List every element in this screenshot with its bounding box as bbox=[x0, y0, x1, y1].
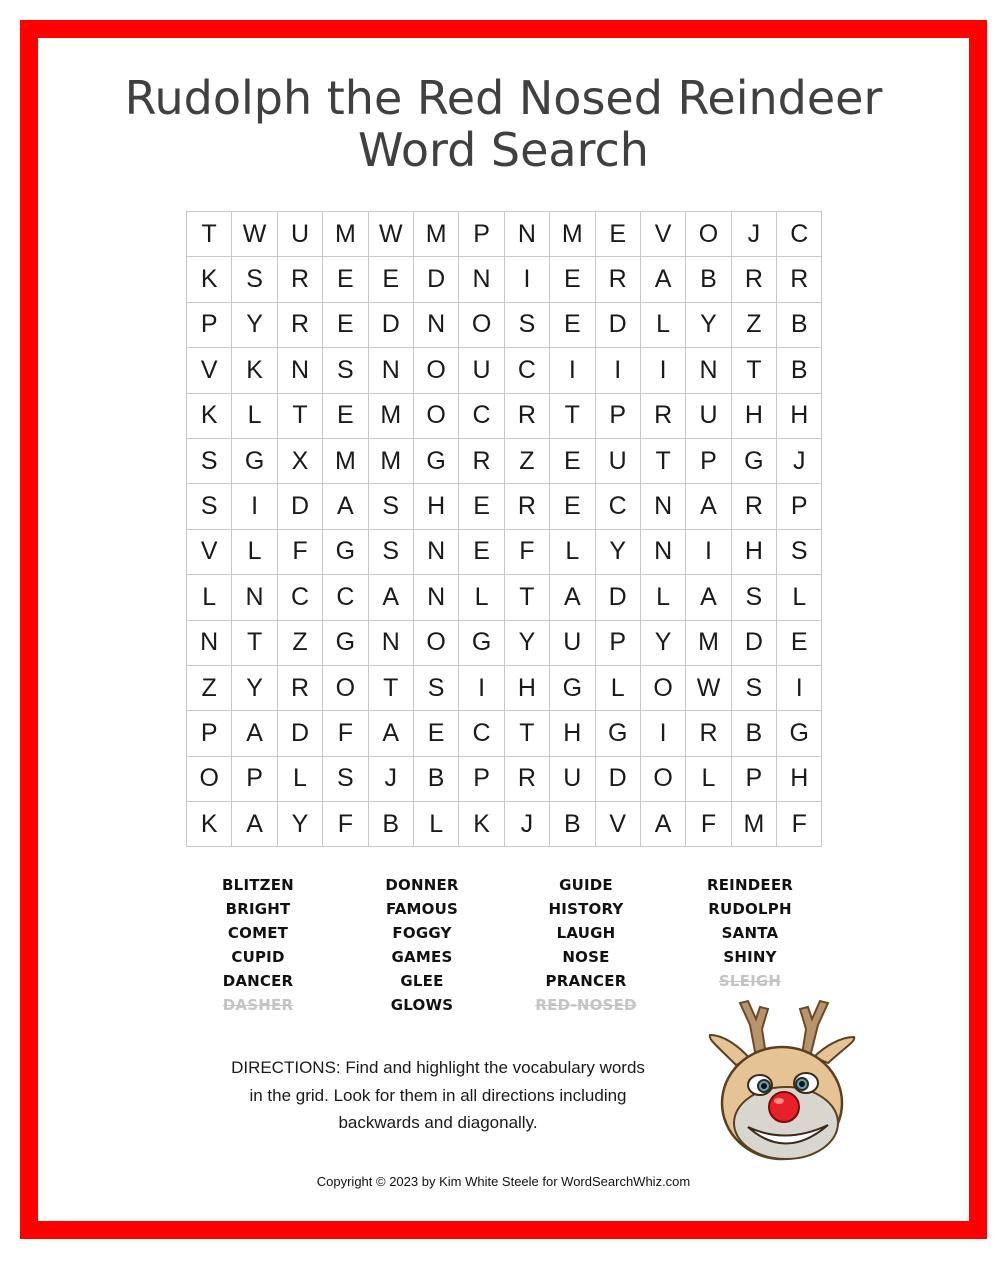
word-item: NOSE bbox=[562, 948, 610, 966]
grid-cell[interactable]: L bbox=[413, 802, 458, 847]
grid-cell[interactable]: E bbox=[550, 438, 595, 483]
grid-cell[interactable]: V bbox=[640, 212, 685, 257]
grid-cell[interactable]: N bbox=[504, 212, 549, 257]
grid-cell[interactable]: R bbox=[731, 257, 776, 302]
grid-cell[interactable]: S bbox=[368, 529, 413, 574]
grid-cell[interactable]: G bbox=[459, 620, 504, 665]
grid-cell[interactable]: T bbox=[504, 575, 549, 620]
grid-cell[interactable]: N bbox=[413, 302, 458, 347]
grid-cell[interactable]: Y bbox=[640, 620, 685, 665]
directions-line: DIRECTIONS: Find and highlight the vocabulary words bbox=[231, 1058, 645, 1077]
grid-cell[interactable]: B bbox=[413, 756, 458, 801]
grid-cell[interactable]: L bbox=[232, 529, 277, 574]
word-item: BLITZEN bbox=[222, 876, 294, 894]
grid-cell[interactable]: B bbox=[777, 348, 822, 393]
grid-cell[interactable]: A bbox=[686, 484, 731, 529]
grid-cell[interactable]: E bbox=[550, 302, 595, 347]
grid-cell[interactable]: A bbox=[232, 711, 277, 756]
grid-cell[interactable]: C bbox=[277, 575, 322, 620]
grid-cell[interactable]: P bbox=[777, 484, 822, 529]
grid-cell[interactable]: C bbox=[504, 348, 549, 393]
word-column bbox=[176, 873, 340, 1017]
grid-cell[interactable]: M bbox=[550, 212, 595, 257]
grid-cell[interactable]: T bbox=[731, 348, 776, 393]
grid-cell[interactable]: N bbox=[187, 620, 232, 665]
word-item: SHINY bbox=[723, 948, 777, 966]
copyright-text: Copyright © 2023 by Kim White Steele for WordSearchWhiz.com bbox=[316, 1174, 691, 1189]
grid-cell[interactable]: G bbox=[595, 711, 640, 756]
grid-cell[interactable]: B bbox=[686, 257, 731, 302]
grid-cell[interactable]: I bbox=[459, 665, 504, 710]
grid-cell[interactable]: L bbox=[640, 302, 685, 347]
grid-cell[interactable]: W bbox=[232, 212, 277, 257]
grid-cell[interactable]: M bbox=[413, 212, 458, 257]
grid-cell[interactable]: O bbox=[323, 665, 368, 710]
grid-cell[interactable]: A bbox=[686, 575, 731, 620]
grid-cell[interactable]: P bbox=[595, 393, 640, 438]
grid-cell[interactable]: E bbox=[595, 212, 640, 257]
grid-cell[interactable]: B bbox=[777, 302, 822, 347]
word-item: RED-NOSED bbox=[535, 996, 637, 1014]
word-item: DASHER bbox=[222, 996, 294, 1014]
grid-cell[interactable]: F bbox=[277, 529, 322, 574]
grid-cell[interactable]: A bbox=[232, 802, 277, 847]
grid-cell[interactable]: Y bbox=[504, 620, 549, 665]
grid-cell[interactable]: O bbox=[413, 393, 458, 438]
grid-cell[interactable]: W bbox=[686, 665, 731, 710]
word-item: PRANCER bbox=[545, 972, 627, 990]
grid-cell[interactable]: F bbox=[686, 802, 731, 847]
word-item: FAMOUS bbox=[386, 900, 458, 918]
directions-line: backwards and diagonally. bbox=[338, 1113, 538, 1132]
grid-cell[interactable]: S bbox=[323, 756, 368, 801]
grid-cell[interactable]: I bbox=[595, 348, 640, 393]
grid-cell[interactable]: I bbox=[504, 257, 549, 302]
grid-cell[interactable]: Y bbox=[277, 802, 322, 847]
grid-row bbox=[187, 302, 822, 347]
title-line-1: Rudolph the Red Nosed Reindeer bbox=[124, 71, 883, 125]
grid-cell[interactable]: E bbox=[459, 529, 504, 574]
letter-grid bbox=[186, 211, 822, 847]
grid-cell[interactable]: P bbox=[459, 212, 504, 257]
grid-cell[interactable]: L bbox=[640, 575, 685, 620]
grid-cell[interactable]: H bbox=[777, 393, 822, 438]
word-item: COMET bbox=[227, 924, 289, 942]
grid-cell[interactable]: G bbox=[731, 438, 776, 483]
grid-cell[interactable]: S bbox=[731, 665, 776, 710]
grid-cell[interactable]: D bbox=[277, 484, 322, 529]
word-item: FOGGY bbox=[392, 924, 452, 942]
grid-cell[interactable]: G bbox=[413, 438, 458, 483]
grid-cell[interactable]: E bbox=[777, 620, 822, 665]
grid-cell[interactable]: S bbox=[777, 529, 822, 574]
grid-cell[interactable]: S bbox=[368, 484, 413, 529]
grid-cell[interactable]: F bbox=[504, 529, 549, 574]
directions-line: in the grid. Look for them in all directions including bbox=[249, 1085, 627, 1105]
grid-cell[interactable]: H bbox=[777, 756, 822, 801]
grid-cell[interactable]: M bbox=[368, 393, 413, 438]
grid-cell[interactable]: E bbox=[323, 257, 368, 302]
grid-row bbox=[187, 257, 822, 302]
grid-cell[interactable]: Z bbox=[504, 438, 549, 483]
grid-cell[interactable]: U bbox=[277, 212, 322, 257]
word-item: GLEE bbox=[400, 972, 444, 990]
grid-cell[interactable]: O bbox=[640, 756, 685, 801]
grid-cell[interactable]: N bbox=[413, 529, 458, 574]
word-item: CUPID bbox=[231, 948, 285, 966]
grid-cell[interactable]: R bbox=[504, 393, 549, 438]
grid-cell[interactable]: S bbox=[504, 302, 549, 347]
grid-cell[interactable]: G bbox=[232, 438, 277, 483]
grid-cell[interactable]: O bbox=[413, 348, 458, 393]
grid-cell[interactable]: K bbox=[459, 802, 504, 847]
word-item: GUIDE bbox=[559, 876, 613, 894]
grid-cell[interactable]: P bbox=[232, 756, 277, 801]
grid-cell[interactable]: J bbox=[504, 802, 549, 847]
grid-cell[interactable]: V bbox=[187, 529, 232, 574]
word-item: HISTORY bbox=[548, 900, 624, 918]
grid-cell[interactable]: K bbox=[187, 802, 232, 847]
grid-cell[interactable]: A bbox=[368, 711, 413, 756]
grid-cell[interactable]: S bbox=[187, 438, 232, 483]
grid-cell[interactable]: T bbox=[277, 393, 322, 438]
grid-cell[interactable]: R bbox=[277, 665, 322, 710]
grid-cell[interactable]: I bbox=[640, 348, 685, 393]
grid-cell[interactable]: L bbox=[550, 529, 595, 574]
grid-cell[interactable]: C bbox=[323, 575, 368, 620]
grid-cell[interactable]: Y bbox=[595, 529, 640, 574]
grid-cell[interactable]: E bbox=[550, 484, 595, 529]
grid-cell[interactable]: I bbox=[232, 484, 277, 529]
grid-cell[interactable]: R bbox=[459, 438, 504, 483]
reindeer-face-icon bbox=[706, 995, 858, 1167]
grid-cell[interactable]: R bbox=[686, 711, 731, 756]
grid-cell[interactable]: K bbox=[187, 257, 232, 302]
word-item: LAUGH bbox=[556, 924, 616, 942]
grid-row bbox=[187, 393, 822, 438]
grid-cell[interactable]: O bbox=[459, 302, 504, 347]
grid-cell[interactable]: Y bbox=[686, 302, 731, 347]
grid-cell[interactable]: R bbox=[277, 257, 322, 302]
grid-cell[interactable]: A bbox=[323, 484, 368, 529]
grid-cell[interactable]: N bbox=[368, 348, 413, 393]
grid-cell[interactable]: S bbox=[413, 665, 458, 710]
grid-cell[interactable]: O bbox=[187, 756, 232, 801]
grid-cell[interactable]: B bbox=[550, 802, 595, 847]
grid-cell[interactable]: J bbox=[368, 756, 413, 801]
grid-cell[interactable]: V bbox=[595, 802, 640, 847]
grid-cell[interactable]: Z bbox=[731, 302, 776, 347]
grid-cell[interactable]: C bbox=[459, 711, 504, 756]
grid-cell[interactable]: G bbox=[323, 620, 368, 665]
grid-row bbox=[187, 484, 822, 529]
grid-cell[interactable]: T bbox=[368, 665, 413, 710]
grid-cell[interactable]: N bbox=[368, 620, 413, 665]
grid-cell[interactable]: U bbox=[550, 620, 595, 665]
grid-cell[interactable]: R bbox=[504, 484, 549, 529]
word-item: GAMES bbox=[391, 948, 453, 966]
grid-cell[interactable]: B bbox=[731, 711, 776, 756]
grid-cell[interactable]: L bbox=[187, 575, 232, 620]
grid-cell[interactable]: R bbox=[595, 257, 640, 302]
grid-cell[interactable]: J bbox=[731, 212, 776, 257]
grid-cell[interactable]: A bbox=[640, 802, 685, 847]
word-item: SANTA bbox=[721, 924, 779, 942]
grid-cell[interactable]: D bbox=[368, 302, 413, 347]
grid-row bbox=[187, 348, 822, 393]
grid-cell[interactable]: F bbox=[777, 802, 822, 847]
grid-cell[interactable]: N bbox=[459, 257, 504, 302]
grid-row bbox=[187, 575, 822, 620]
grid-cell[interactable]: S bbox=[731, 575, 776, 620]
grid-cell[interactable]: H bbox=[504, 665, 549, 710]
grid-cell[interactable]: C bbox=[777, 212, 822, 257]
grid-cell[interactable]: P bbox=[187, 711, 232, 756]
grid-cell[interactable]: L bbox=[232, 393, 277, 438]
word-item: RUDOLPH bbox=[708, 900, 792, 918]
grid-cell[interactable]: L bbox=[595, 665, 640, 710]
grid-cell[interactable]: A bbox=[550, 575, 595, 620]
grid-cell[interactable]: I bbox=[686, 529, 731, 574]
word-column bbox=[340, 873, 504, 1017]
word-item: GLOWS bbox=[390, 996, 454, 1014]
grid-cell[interactable]: G bbox=[323, 529, 368, 574]
grid-cell[interactable]: E bbox=[323, 302, 368, 347]
grid-cell[interactable]: T bbox=[232, 620, 277, 665]
grid-cell[interactable]: E bbox=[550, 257, 595, 302]
grid-cell[interactable]: Z bbox=[187, 665, 232, 710]
word-item: REINDEER bbox=[706, 876, 794, 894]
grid-cell[interactable]: G bbox=[550, 665, 595, 710]
grid-cell[interactable]: N bbox=[686, 348, 731, 393]
grid-cell[interactable]: Y bbox=[232, 302, 277, 347]
grid-cell[interactable]: P bbox=[731, 756, 776, 801]
grid-cell[interactable]: W bbox=[368, 212, 413, 257]
grid-cell[interactable]: K bbox=[232, 348, 277, 393]
grid-cell[interactable]: U bbox=[459, 348, 504, 393]
grid-row bbox=[187, 529, 822, 574]
grid-cell[interactable]: P bbox=[595, 620, 640, 665]
title-line-2: Word Search bbox=[358, 123, 649, 177]
grid-cell[interactable]: G bbox=[777, 711, 822, 756]
directions bbox=[200, 1054, 676, 1137]
grid-row bbox=[187, 438, 822, 483]
grid-cell[interactable]: N bbox=[640, 484, 685, 529]
grid-cell[interactable]: R bbox=[640, 393, 685, 438]
grid-cell[interactable]: L bbox=[777, 575, 822, 620]
grid-cell[interactable]: D bbox=[595, 756, 640, 801]
grid-cell[interactable]: D bbox=[277, 711, 322, 756]
word-item: DANCER bbox=[222, 972, 294, 990]
grid-cell[interactable]: R bbox=[277, 302, 322, 347]
grid-row bbox=[187, 620, 822, 665]
grid-cell[interactable]: L bbox=[459, 575, 504, 620]
grid-cell[interactable]: D bbox=[413, 257, 458, 302]
grid-cell[interactable]: H bbox=[550, 711, 595, 756]
grid-cell[interactable]: D bbox=[595, 575, 640, 620]
word-item: DONNER bbox=[385, 876, 459, 894]
grid-cell[interactable]: F bbox=[323, 802, 368, 847]
grid-cell[interactable]: L bbox=[686, 756, 731, 801]
grid-cell[interactable]: H bbox=[731, 529, 776, 574]
grid-cell[interactable]: A bbox=[640, 257, 685, 302]
grid-cell[interactable]: S bbox=[323, 348, 368, 393]
grid-cell[interactable]: C bbox=[459, 393, 504, 438]
grid-cell[interactable]: P bbox=[686, 438, 731, 483]
grid-cell[interactable]: T bbox=[187, 212, 232, 257]
grid-cell[interactable]: U bbox=[550, 756, 595, 801]
grid-row bbox=[187, 665, 822, 710]
grid-row bbox=[187, 756, 822, 801]
grid-cell[interactable]: T bbox=[640, 438, 685, 483]
grid-row bbox=[187, 711, 822, 756]
grid-cell[interactable]: Y bbox=[232, 665, 277, 710]
grid-cell[interactable]: H bbox=[413, 484, 458, 529]
grid-cell[interactable]: R bbox=[504, 756, 549, 801]
grid-cell[interactable]: X bbox=[277, 438, 322, 483]
grid-cell[interactable]: R bbox=[777, 257, 822, 302]
grid-cell[interactable]: J bbox=[777, 438, 822, 483]
grid-cell[interactable]: O bbox=[640, 665, 685, 710]
grid-cell[interactable]: C bbox=[595, 484, 640, 529]
grid-cell[interactable]: L bbox=[277, 756, 322, 801]
grid-cell[interactable]: R bbox=[731, 484, 776, 529]
grid-cell[interactable]: M bbox=[731, 802, 776, 847]
grid-cell[interactable]: M bbox=[686, 620, 731, 665]
grid-cell[interactable]: O bbox=[686, 212, 731, 257]
grid-cell[interactable]: I bbox=[777, 665, 822, 710]
grid-cell[interactable]: S bbox=[232, 257, 277, 302]
grid-cell[interactable]: E bbox=[368, 257, 413, 302]
page-title bbox=[0, 72, 1007, 176]
grid-cell[interactable]: Z bbox=[277, 620, 322, 665]
grid-cell[interactable]: U bbox=[686, 393, 731, 438]
grid-cell[interactable]: P bbox=[187, 302, 232, 347]
grid-cell[interactable]: N bbox=[232, 575, 277, 620]
grid-row bbox=[187, 212, 822, 257]
grid-cell[interactable]: M bbox=[323, 212, 368, 257]
word-item: SLEIGH bbox=[718, 972, 782, 990]
grid-cell[interactable]: O bbox=[413, 620, 458, 665]
grid-cell[interactable]: N bbox=[277, 348, 322, 393]
word-column bbox=[504, 873, 668, 1017]
word-item: BRIGHT bbox=[225, 900, 291, 918]
grid-cell[interactable]: E bbox=[413, 711, 458, 756]
grid-cell[interactable]: M bbox=[368, 438, 413, 483]
grid-cell[interactable]: T bbox=[504, 711, 549, 756]
grid-cell[interactable]: S bbox=[187, 484, 232, 529]
grid-cell[interactable]: U bbox=[595, 438, 640, 483]
grid-cell[interactable]: N bbox=[640, 529, 685, 574]
grid-cell[interactable]: I bbox=[640, 711, 685, 756]
grid-row bbox=[187, 802, 822, 847]
grid-cell[interactable]: D bbox=[731, 620, 776, 665]
grid-cell[interactable]: E bbox=[323, 393, 368, 438]
grid-cell[interactable]: V bbox=[187, 348, 232, 393]
grid-cell[interactable]: N bbox=[413, 575, 458, 620]
grid-cell[interactable]: B bbox=[368, 802, 413, 847]
grid-cell[interactable]: H bbox=[731, 393, 776, 438]
grid-cell[interactable]: M bbox=[323, 438, 368, 483]
grid-cell[interactable]: F bbox=[323, 711, 368, 756]
grid-cell[interactable]: D bbox=[595, 302, 640, 347]
grid-cell[interactable]: A bbox=[368, 575, 413, 620]
grid-cell[interactable]: E bbox=[459, 484, 504, 529]
grid-cell[interactable]: K bbox=[187, 393, 232, 438]
grid-cell[interactable]: P bbox=[459, 756, 504, 801]
grid-cell[interactable]: T bbox=[550, 393, 595, 438]
grid-cell[interactable]: I bbox=[550, 348, 595, 393]
